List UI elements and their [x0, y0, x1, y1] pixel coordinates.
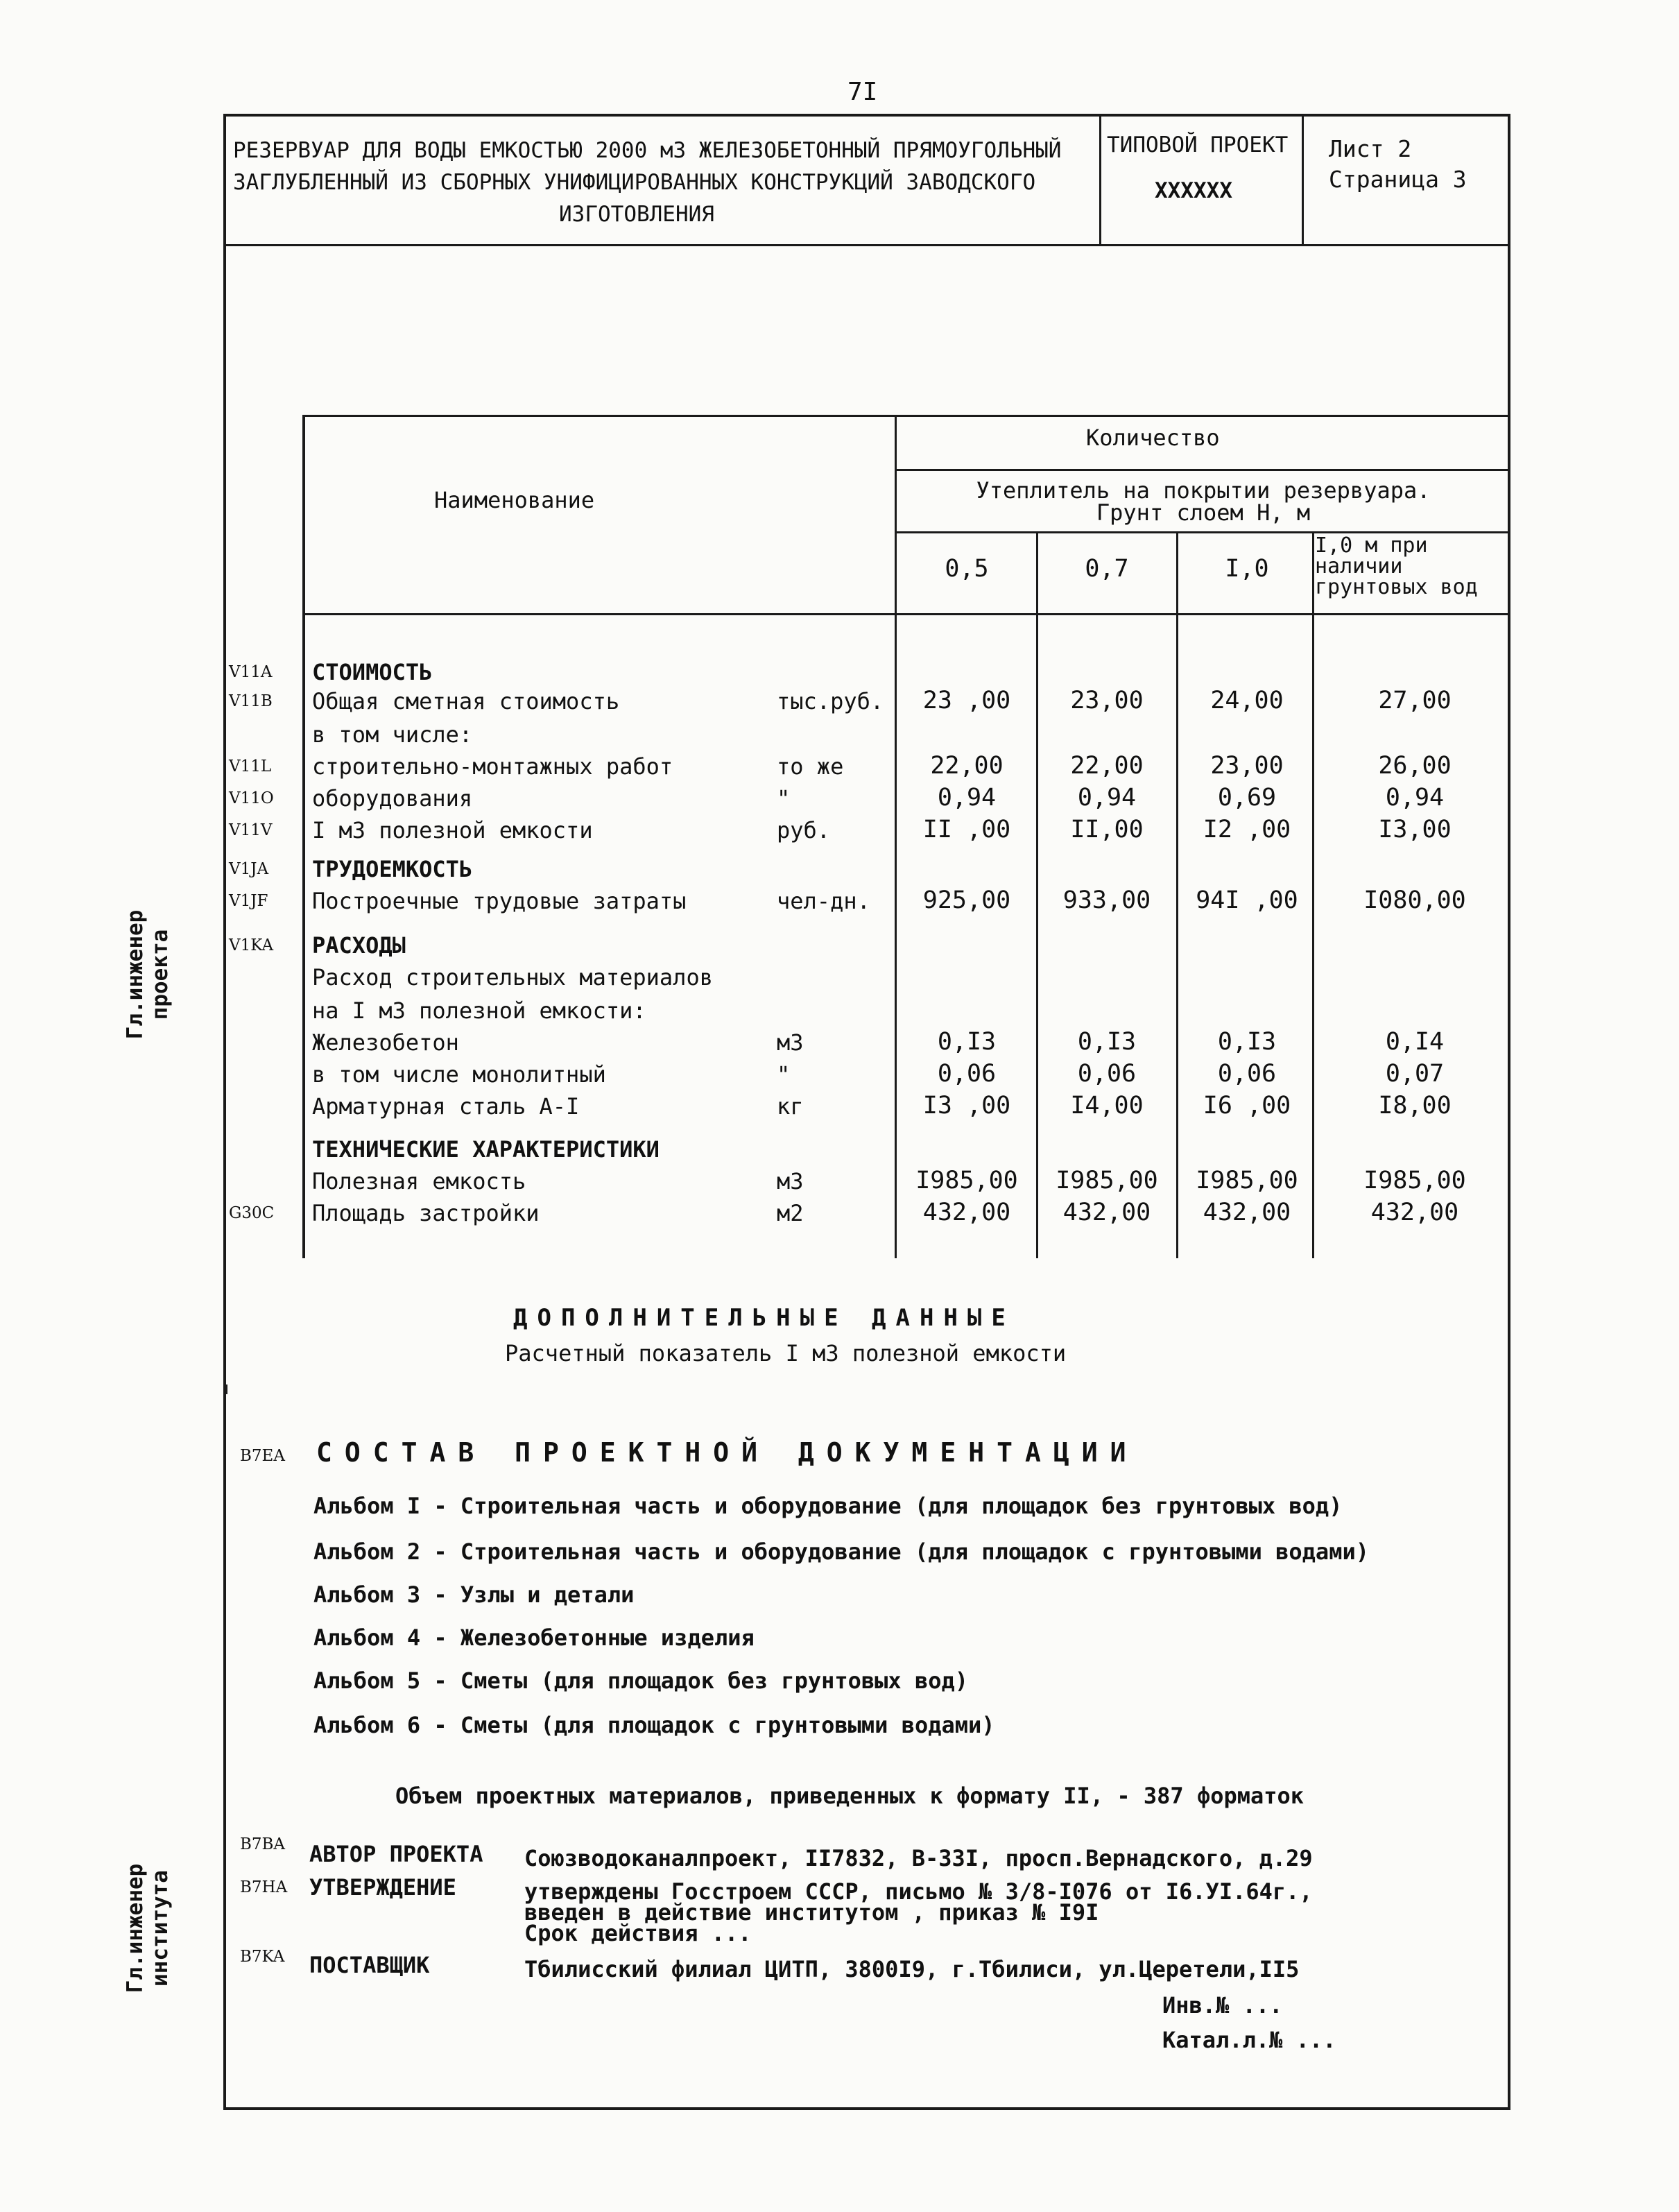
table-top-line: [302, 415, 1510, 417]
row-value: I985,00: [1196, 1167, 1298, 1194]
name-column-header: Наименование: [434, 487, 595, 513]
title-line-3: ИЗГОТОВЛЕНИЯ: [559, 202, 714, 227]
row-value: I2 ,00: [1203, 816, 1291, 843]
row-name: Площадь застройки: [312, 1200, 540, 1226]
header-separator-2: [1302, 114, 1304, 246]
header-divider: [223, 244, 1510, 246]
side-label-chief-engineer-institute: Гл.инженер института: [123, 1863, 173, 1994]
row-unit: ": [777, 1061, 791, 1088]
row-name: строительно-монтажных работ: [312, 753, 673, 780]
approval-line-2: введен в действие институтом , приказ № I9I: [524, 1899, 1099, 1926]
row-value: 23,00: [1210, 752, 1284, 780]
author-text: Союзводоканалпроект, II7832, В-33I, просп.Вернадского, д.29: [524, 1845, 1313, 1871]
row-value: 94I ,00: [1196, 886, 1298, 914]
approval-line-3: Срок действия ...: [524, 1920, 752, 1946]
row-name: в том числе монолитный: [312, 1061, 606, 1088]
project-type-label: ТИПОВОЙ ПРОЕКТ: [1107, 132, 1289, 157]
row-value: 0,I4: [1385, 1028, 1445, 1056]
row-name: Построечные трудовые затраты: [312, 888, 687, 914]
row-value: 432,00: [1203, 1199, 1291, 1226]
approval-line-1: утверждены Госстроем СССР, письмо № 3/8-I076 от I6.УI.64г.,: [524, 1878, 1313, 1905]
row-code: V11O: [229, 789, 274, 807]
row-value: I985,00: [1363, 1167, 1466, 1194]
row-value: II,00: [1070, 816, 1144, 843]
row-value: I3 ,00: [922, 1092, 1011, 1120]
inventory-number: Инв.№ ...: [1162, 1992, 1283, 2018]
row-name: Арматурная сталь А-I: [312, 1093, 580, 1120]
row-value: I985,00: [915, 1167, 1018, 1194]
row-name: СТОИМОСТЬ: [312, 659, 433, 685]
row-value: 0,69: [1217, 784, 1277, 812]
row-code: V1KA: [229, 936, 274, 954]
row-value: 432,00: [1062, 1199, 1151, 1226]
project-number: XXXXXX: [1155, 178, 1232, 203]
row-code: V11L: [229, 757, 272, 775]
row-code: V11B: [229, 692, 273, 710]
row-value: 0,94: [1385, 784, 1445, 812]
title-line-1: РЕЗЕРВУАР ДЛЯ ВОДЫ ЕМКОСТЬЮ 2000 м3 ЖЕЛЕЗОБЕТОННЫЙ ПРЯМОУГОЛЬНЫЙ: [233, 138, 1062, 163]
album-item: Альбом 5 - Сметы (для площадок без грунтовых вод): [313, 1667, 969, 1694]
table-col-sep-1: [895, 415, 897, 1258]
page-label: Страница 3: [1329, 166, 1467, 193]
additional-data-subtitle: Расчетный показатель I м3 полезной емкости: [505, 1340, 1067, 1366]
album-item: Альбом 2 - Строительная часть и оборудование (для площадок с грунтовыми водами): [313, 1538, 1369, 1565]
row-unit: м3: [777, 1168, 804, 1194]
table-line-quantity: [895, 469, 1510, 471]
quantity-header: Количество: [1086, 425, 1220, 451]
composition-title: СОСТАВ ПРОЕКТНОЙ ДОКУМЕНТАЦИИ: [316, 1437, 1139, 1468]
row-code: G30C: [229, 1204, 275, 1222]
row-value: 0,94: [937, 784, 997, 812]
album-item: Альбом 3 - Узлы и детали: [313, 1581, 635, 1608]
album-item: Альбом 4 - Железобетонные изделия: [313, 1624, 755, 1651]
documentation-volume: Объем проектных материалов, приведенных к формату II, - 387 форматок: [395, 1783, 1305, 1809]
insulation-header-1: Утеплитель на покрытии резервуара.: [976, 477, 1431, 504]
row-name: Общая сметная стоимость: [312, 688, 620, 714]
row-unit: кг: [777, 1093, 804, 1120]
row-value: 26,00: [1378, 752, 1452, 780]
row-value: 22,00: [930, 752, 1004, 780]
table-header-bottom: [302, 613, 1510, 615]
row-code: V11A: [229, 663, 273, 681]
row-code: V1JA: [229, 860, 269, 878]
row-name: оборудования: [312, 785, 473, 812]
sheet-number: Лист 2: [1329, 135, 1412, 162]
row-value: I985,00: [1056, 1167, 1158, 1194]
row-value: 432,00: [922, 1199, 1011, 1226]
row-name: в том числе:: [312, 721, 473, 748]
title-line-2: ЗАГЛУБЛЕННЫЙ ИЗ СБОРНЫХ УНИФИЦИРОВАННЫХ КОНСТРУКЦИЙ ЗАВОДСКОГО: [233, 170, 1036, 195]
row-name: ТЕХНИЧЕСКИЕ ХАРАКТЕРИСТИКИ: [312, 1136, 660, 1163]
row-name: РАСХОДЫ: [312, 932, 406, 959]
author-label: АВТОР ПРОЕКТА: [309, 1841, 483, 1867]
supplier-text: Тбилисский филиал ЦИТП, 3800I9, г.Тбилиси, ул.Церетели,II5: [524, 1956, 1300, 1982]
row-value: 0,I3: [1217, 1028, 1277, 1056]
row-value: I6 ,00: [1203, 1092, 1291, 1120]
row-name: на I м3 полезной емкости:: [312, 997, 646, 1024]
row-name: I м3 полезной емкости: [312, 817, 593, 843]
row-unit: м2: [777, 1200, 804, 1226]
row-value: 432,00: [1370, 1199, 1459, 1226]
row-unit: ": [777, 785, 791, 812]
catalog-number: Катал.л.№ ...: [1162, 2027, 1336, 2053]
approval-label: УТВЕРЖДЕНИЕ: [309, 1874, 456, 1901]
album-item: Альбом I - Строительная часть и оборудование (для площадок без грунтовых вод): [313, 1493, 1343, 1519]
row-name: Полезная емкость: [312, 1168, 526, 1194]
row-value: 23,00: [1070, 687, 1144, 714]
table-left-line: [302, 415, 305, 1258]
page-number: 7I: [847, 78, 878, 106]
row-code: V1JF: [229, 892, 268, 910]
additional-data-title: ДОПОЛНИТЕЛЬНЫЕ ДАННЫЕ: [513, 1304, 1015, 1332]
row-name: Расход строительных материалов: [312, 964, 713, 991]
row-unit: то же: [777, 753, 844, 780]
approval-code: B7HA: [240, 1878, 288, 1896]
header-separator-1: [1099, 114, 1101, 246]
row-unit: руб.: [777, 817, 831, 843]
row-unit: м3: [777, 1029, 804, 1056]
row-value: 925,00: [922, 886, 1011, 914]
row-value: I8,00: [1378, 1092, 1452, 1120]
row-value: 27,00: [1378, 687, 1452, 714]
row-unit: тыс.руб.: [777, 688, 884, 714]
column-header-0-5: 0,5: [945, 555, 989, 583]
row-value: 0,I3: [1077, 1028, 1137, 1056]
row-code: V11V: [229, 821, 273, 839]
row-value: I080,00: [1363, 886, 1466, 914]
margin-tick: [223, 1384, 227, 1394]
row-value: 0,07: [1385, 1060, 1445, 1088]
row-value: 0,06: [1217, 1060, 1277, 1088]
row-value: 24,00: [1210, 687, 1284, 714]
row-unit: чел-дн.: [777, 888, 870, 914]
row-value: 0,06: [1077, 1060, 1137, 1088]
row-value: I3,00: [1378, 816, 1452, 843]
row-name: ТРУДОЕМКОСТЬ: [312, 856, 473, 882]
supplier-code: B7KA: [240, 1948, 285, 1966]
row-value: II ,00: [922, 816, 1011, 843]
insulation-header-2: Грунт слоем Н, м: [1096, 499, 1311, 526]
album-item: Альбом 6 - Сметы (для площадок с грунтовыми водами): [313, 1712, 995, 1738]
author-code: B7BA: [240, 1835, 286, 1853]
row-value: 22,00: [1070, 752, 1144, 780]
row-value: I4,00: [1070, 1092, 1144, 1120]
column-header-1-0: I,0: [1225, 555, 1269, 583]
supplier-label: ПОСТАВЩИК: [309, 1952, 430, 1978]
composition-code: B7EA: [240, 1447, 285, 1465]
side-label-chief-engineer-project: Гл.инженер проекта: [123, 909, 173, 1040]
row-value: 0,I3: [937, 1028, 997, 1056]
column-header-0-7: 0,7: [1085, 555, 1129, 583]
column-header-groundwater: I,0 м при наличии грунтовых вод: [1315, 533, 1478, 599]
row-value: 933,00: [1062, 886, 1151, 914]
row-value: 0,94: [1077, 784, 1137, 812]
row-value: 0,06: [937, 1060, 997, 1088]
row-value: 23 ,00: [922, 687, 1011, 714]
row-name: Железобетон: [312, 1029, 459, 1056]
